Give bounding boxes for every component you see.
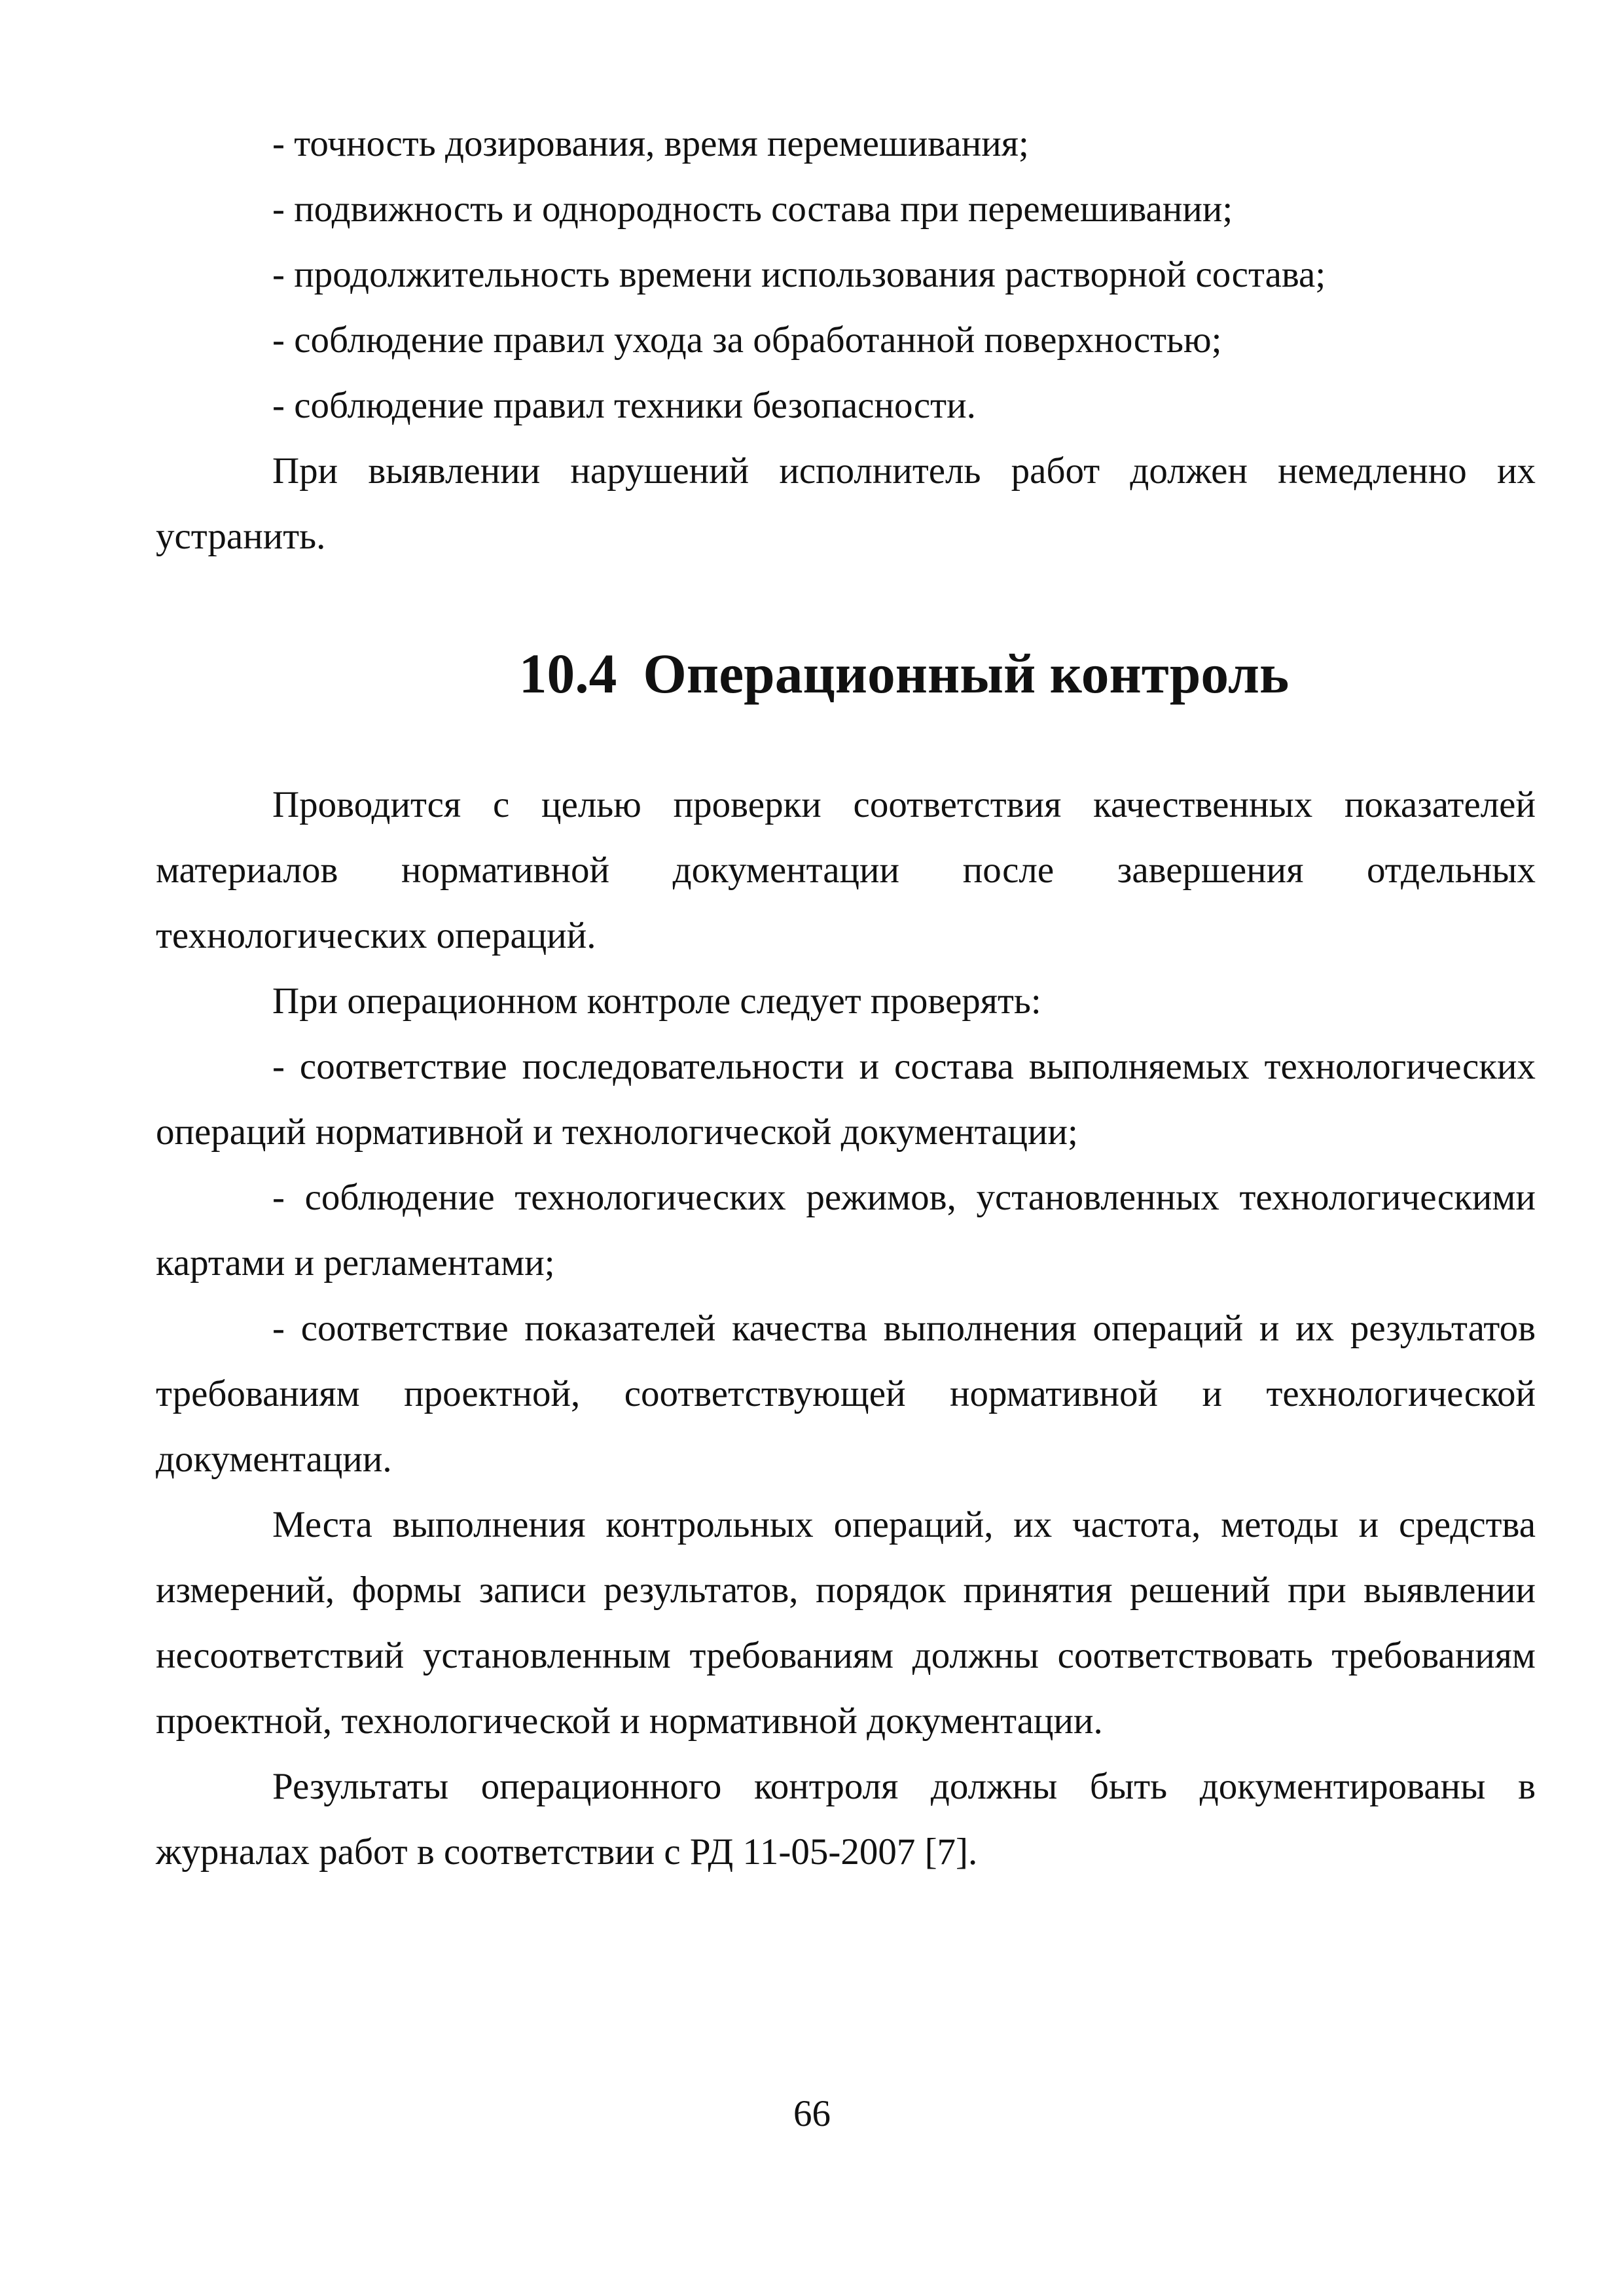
list-item: - соблюдение правил ухода за обработанной поверхностью;: [272, 319, 1222, 361]
list-item: - соблюдение технологических режимов, установленных технологическими картами и регламентами;: [156, 1177, 1536, 1283]
paragraph-purpose: Проводится с целью проверки соответствия качественных показателей материалов нормативной документации после завершения отдельных технологических операций.: [156, 784, 1536, 956]
list-item: - продолжительность времени использования растворной состава;: [272, 254, 1326, 295]
list-item: - подвижность и однородность состава при перемешивании;: [272, 188, 1233, 230]
paragraph-places: Места выполнения контрольных операций, их частота, методы и средства измерений, формы записи результатов, порядок принятия решений при выявлении несоответствий установленным требованиям должны соответствовать требованиям проектной, технологической и нормативной документации.: [156, 1504, 1536, 1742]
section-title: Операционный контроль: [643, 643, 1290, 705]
paragraph-violations: При выявлении нарушений исполнитель работ должен немедленно их устранить.: [156, 450, 1536, 557]
list-item: - точность дозирования, время перемешивания;: [272, 123, 1029, 164]
section-number: 10.4: [518, 643, 617, 705]
section-heading: [156, 641, 1536, 707]
page-number: 66: [793, 2093, 831, 2134]
list-item: - соответствие последовательности и состава выполняемых технологических операций нормативной и технологической документации;: [156, 1046, 1536, 1153]
page-body: [156, 111, 1536, 1885]
list-item: - соблюдение правил техники безопасности.: [272, 385, 976, 426]
paragraph-results: Результаты операционного контроля должны быть документированы в журналах работ в соответствии с РД 11-05-2007 [7].: [156, 1766, 1536, 1873]
list-item: - соответствие показателей качества выполнения операций и их результатов требованиям проектной, соответствующей нормативной и технологической документации.: [156, 1308, 1536, 1480]
paragraph-check-intro: При операционном контроле следует проверять:: [272, 980, 1041, 1022]
